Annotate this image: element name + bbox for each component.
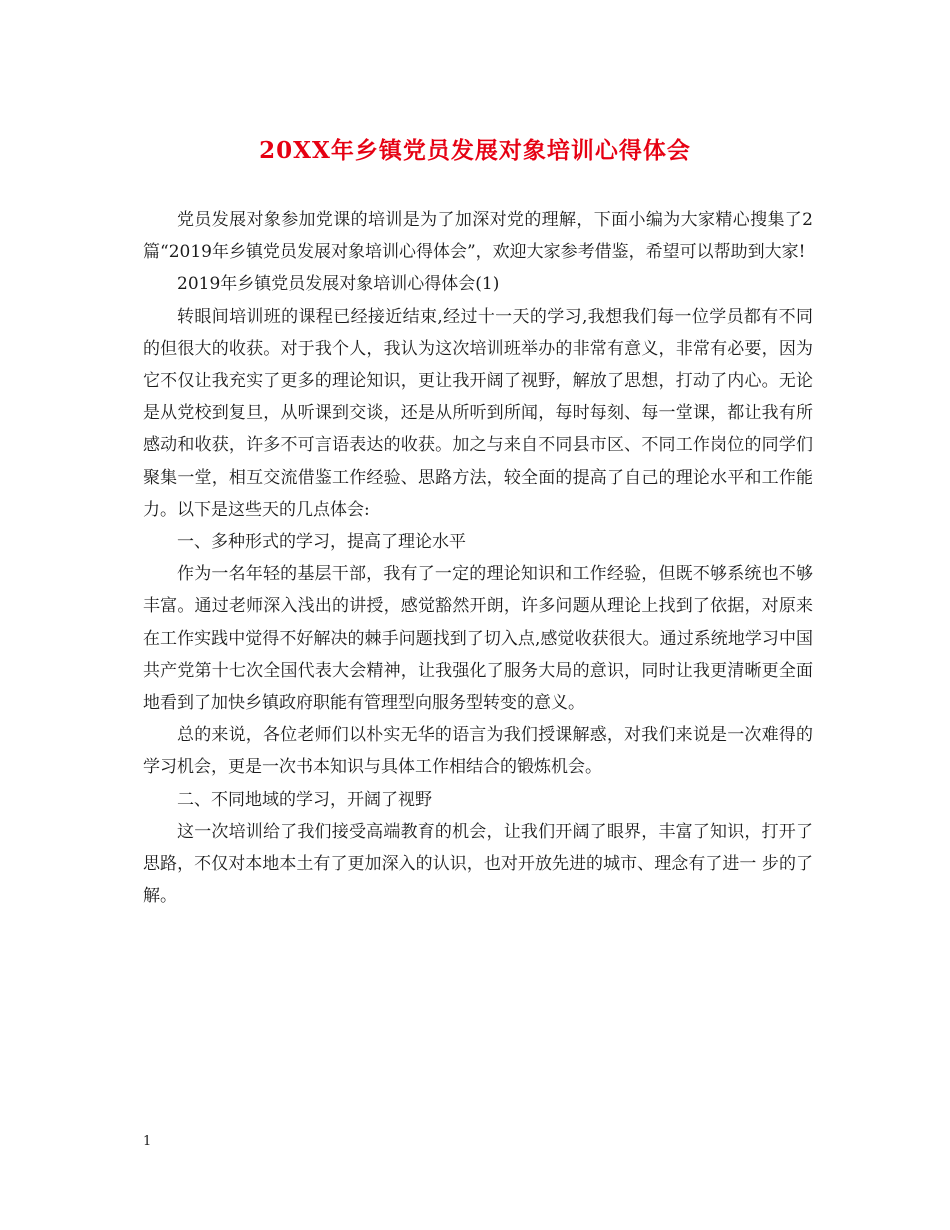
section-heading: 2019年乡镇党员发展对象培训心得体会(1) — [177, 274, 500, 295]
body-paragraph: 转眼间培训班的课程已经接近结束,经过十一天的学习,我想我们每一位学员都有不同的但很大的收获。对于我个人，我认为这次培训班举办的非常有意义，非常有必要，因为它不仅让我充实了更多的理论知识，更让我开阔了视野，解放了思想，打动了内心。无论是从党校到复旦，从听课到交谈，还是从所听到所闻，每时每刻、每一堂课，都让我有所感动和收获，许多不可言语表达的收获。加之与来自不同县市区、不同工作岗位的同学们聚集一堂，相互交流借鉴工作经验、思路方法，较全面的提高了自己的理论水平和工作能力。以下是这些天的几点体会: — [143, 306, 813, 520]
body-paragraph: 总的来说，各位老师们以朴实无华的语言为我们授课解惑，对我们来说是一次难得的学习机会，更是一次书本知识与具体工作相结合的锻炼机会。 — [143, 725, 813, 778]
intro-paragraph: 党员发展对象参加党课的培训是为了加深对党的理解，下面小编为大家精心搜集了2篇“2019年乡镇党员发展对象培训心得体会”，欢迎大家参考借鉴，希望可以帮助到大家! — [143, 210, 813, 263]
body-paragraph: 作为一名年轻的基层干部，我有了一定的理论知识和工作经验，但既不够系统也不够丰富。通过老师深入浅出的讲授，感觉豁然开朗，许多问题从理论上找到了依据，对原来在工作实践中觉得不好解决的棘手问题找到了切入点,感觉收获很大。通过系统地学习中国共产党第十七次全国代表大会精神，让我强化了服务大局的意识，同时让我更清晰更全面地看到了加快乡镇政府职能有管理型向服务型转变的意义。 — [143, 564, 813, 714]
page-number: 1 — [143, 1134, 152, 1149]
body-paragraph: 这一次培训给了我们接受高端教育的机会，让我们开阔了眼界，丰富了知识，打开了思路，不仅对本地本土有了更加深入的认识，也对开放先进的城市、理念有了进一 步的了解。 — [143, 821, 813, 907]
document-body — [143, 204, 813, 912]
section-heading: 一、多种形式的学习，提高了理论水平 — [177, 532, 466, 553]
section-heading: 二、不同地域的学习，开阔了视野 — [177, 789, 432, 810]
document-title: 20XX年乡镇党员发展对象培训心得体会 — [259, 137, 691, 164]
